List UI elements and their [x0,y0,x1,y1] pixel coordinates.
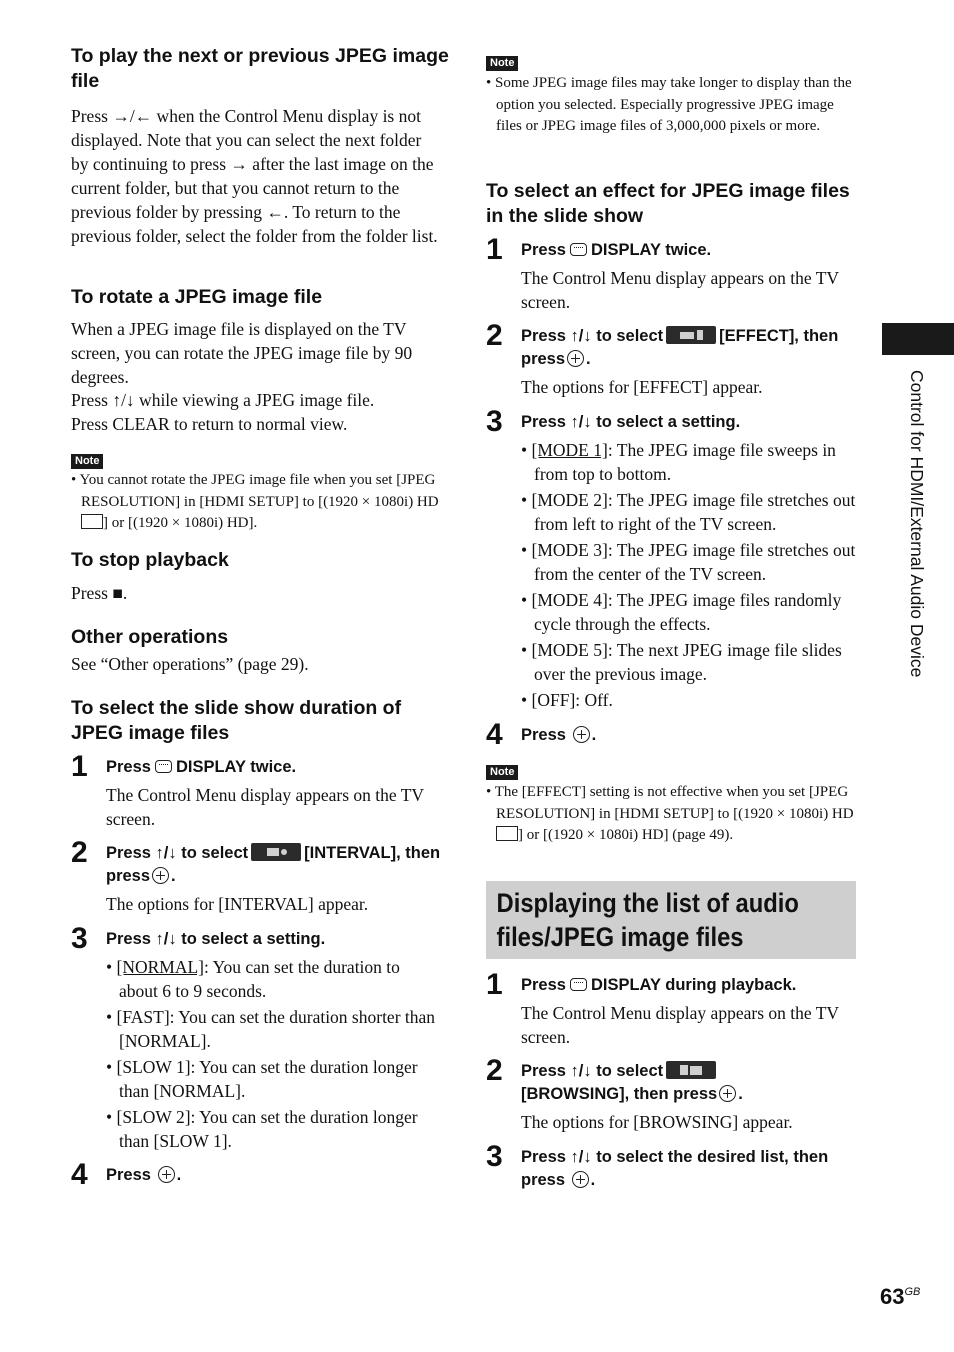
step-body: The options for [INTERVAL] appear. [106,894,369,914]
note-slow-display: • Some JPEG image files may take longer to display than the option you selected. Especially progressive JPEG image files or JPEG image files of 3,000,000 pixels or more. [486,75,852,134]
stop-text: Press ■. [71,583,128,603]
step-number: 3 [486,405,503,438]
side-tab-marker [882,323,954,355]
note-rotate: • You cannot rotate the JPEG image file when you set [JPEG RESOLUTION] in [HDMI SETUP] to [(1920 × 1080i) HD ] or [(1920 × 1080i) HD]. [71,472,439,531]
interval-options-list [106,955,441,1153]
step-title: Press ↑/↓ to select the desired list, then press . [521,1148,829,1189]
list-item: • [NORMAL]: You can set the duration to about 6 to 9 seconds. [106,957,400,1001]
step-body: The Control Menu display appears on the TV screen. [521,1003,839,1047]
list-item: • [MODE 3]: The JPEG image file stretches out from the center of the TV screen. [521,540,856,584]
note-label: Note [486,56,518,71]
effect-step-2 [486,319,866,399]
side-label-text: Control for HDMI/External Audio Device [907,370,927,678]
side-label [905,370,931,760]
effect-step-1 [486,233,866,314]
step-number: 1 [486,233,503,266]
step-title: Press . [106,1166,182,1184]
next-previous-text: Press →/← when the Control Menu display is not displayed. Note that you can select the next folder by continuing to press → after the last image on the current folder, but that you cannot return to the previous folder by pressing ←. To return to the previous folder, select the folder from the folder list. [71,106,438,246]
browsing-step-3 [486,1140,866,1192]
enter-button-icon [158,1166,175,1183]
enter-button-icon [152,867,169,884]
step-title: Press ↑/↓ to select a setting. [106,930,326,948]
interval-step-2 [71,836,451,916]
step-title: Press DISPLAY twice. [106,758,297,776]
step-number: 2 [71,836,88,869]
step-title: Press ↑/↓ to select [BROWSING], then press . [521,1062,743,1103]
display-button-icon [570,243,587,256]
step-number: 1 [71,750,88,783]
step-number: 2 [486,319,503,352]
step-title: Press DISPLAY during playback. [521,976,797,994]
heading-next-previous: To play the next or previous JPEG image file [71,45,449,92]
interval-menu-icon [251,843,301,861]
enter-button-icon [572,1171,589,1188]
effect-step-4 [486,718,866,751]
step-body: The Control Menu display appears on the TV screen. [106,785,424,829]
rotate-text-1: When a JPEG image file is displayed on the TV screen, you can rotate the JPEG image file by 90 degrees. [71,319,413,387]
heading-stop-playback: To stop playback [71,549,229,571]
hd-frame-icon [81,514,103,529]
note-effect: • The [EFFECT] setting is not effective when you set [JPEG RESOLUTION] in [HDMI SETUP] to [(1920 × 1080i) HD ] or [(1920 × 1080i) HD] (page 49). [486,784,854,843]
interval-step-4 [71,1158,451,1191]
step-number: 4 [486,718,503,751]
note-label: Note [71,454,103,469]
display-button-icon [570,978,587,991]
effect-menu-icon [666,326,716,344]
note-label: Note [486,765,518,780]
list-item: • [MODE 2]: The JPEG image file stretches out from left to right of the TV screen. [521,490,856,534]
list-item: • [MODE 1]: The JPEG image file sweeps in from top to bottom. [521,440,836,484]
step-body: The options for [BROWSING] appear. [521,1112,793,1132]
list-item: • [MODE 5]: The next JPEG image file slides over the previous image. [521,640,842,684]
step-number: 3 [486,1140,503,1173]
step-number: 1 [486,968,503,1001]
list-item: • [OFF]: Off. [521,690,613,710]
list-item: • [SLOW 2]: You can set the duration longer than [SLOW 1]. [106,1107,418,1151]
step-title: Press . [521,726,597,744]
step-number: 3 [71,922,88,955]
heading-slide-show-duration: To select the slide show duration of JPEG image files [71,697,402,744]
enter-button-icon [719,1085,736,1102]
enter-button-icon [567,350,584,367]
list-item: • [MODE 4]: The JPEG image files randomly cycle through the effects. [521,590,842,634]
heading-other-operations: Other operations [71,626,229,648]
step-title: Press ↑/↓ to select a setting. [521,413,741,431]
list-item: • [SLOW 1]: You can set the duration longer than [NORMAL]. [106,1057,418,1101]
browsing-menu-icon [666,1061,716,1079]
step-title: Press DISPLAY twice. [521,241,712,259]
effect-options-list [521,438,856,712]
list-item: • [FAST]: You can set the duration shorter than [NORMAL]. [106,1007,436,1051]
rotate-text-2: Press ↑/↓ while viewing a JPEG image file. [71,390,375,410]
hd-frame-icon [496,826,518,841]
enter-button-icon [573,726,590,743]
step-body: The options for [EFFECT] appear. [521,377,763,397]
page-suffix: GB [904,1286,921,1298]
rotate-text-3: Press CLEAR to return to normal view. [71,414,348,434]
step-number: 4 [71,1158,88,1191]
browsing-step-2 [486,1054,866,1134]
step-title: Press ↑/↓ to select [INTERVAL], then press . [106,844,441,885]
other-operations-text: See “Other operations” (page 29). [71,654,309,674]
browsing-step-1 [486,968,866,1049]
step-body: The Control Menu display appears on the TV screen. [521,268,839,312]
page-number: $63^{GB}$ [880,1284,921,1309]
step-title: Press ↑/↓ to select [EFFECT], then press . [521,327,839,368]
effect-step-3 [486,405,866,714]
section-title: Displaying the list of audio files/JPEG image files [496,888,799,952]
heading-select-effect: To select an effect for JPEG image files in the slide show [486,180,850,227]
heading-rotate: To rotate a JPEG image file [71,286,323,308]
step-number: 2 [486,1054,503,1087]
interval-step-1 [71,750,451,831]
display-button-icon [155,760,172,773]
interval-step-3 [71,922,451,1155]
section-banner [486,881,856,959]
